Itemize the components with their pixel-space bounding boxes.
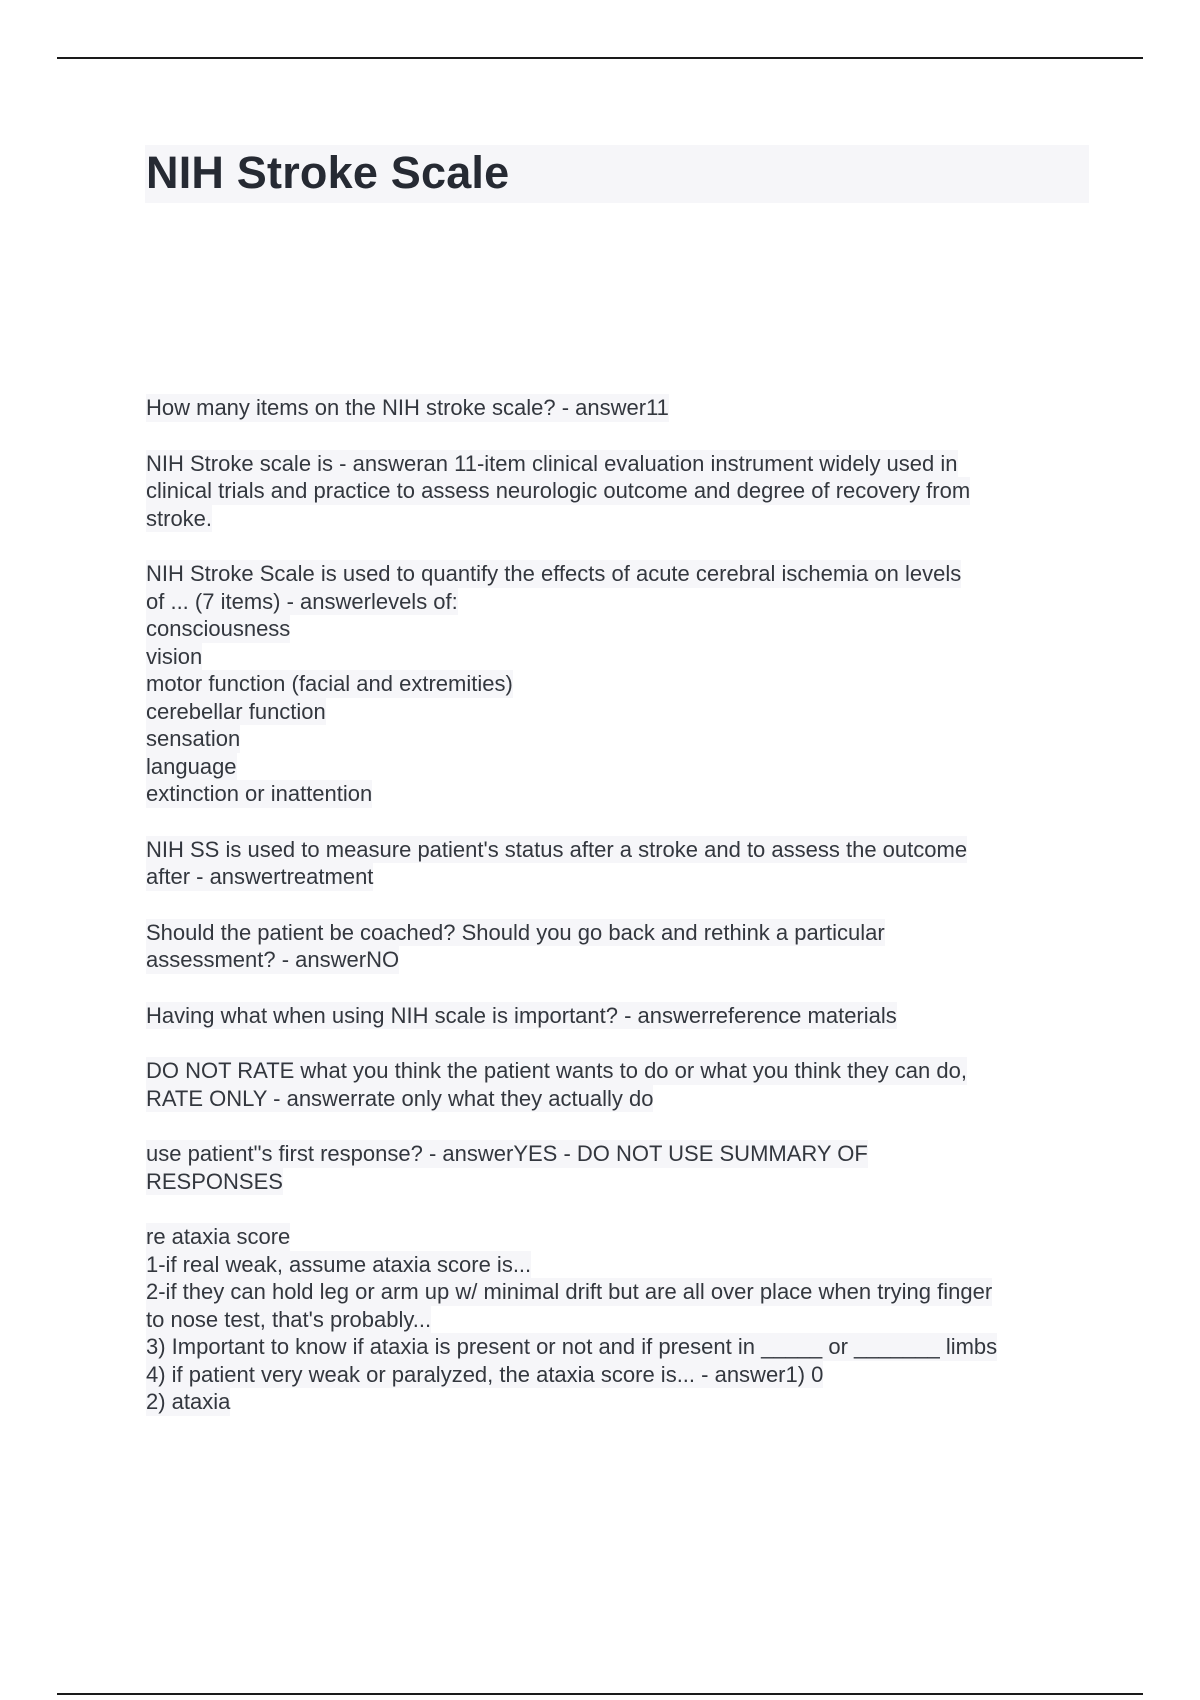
bottom-rule [57, 1693, 1143, 1695]
entry-line: stroke. [146, 505, 213, 531]
entry-line: clinical trials and practice to assess neurologic outcome and degree of recovery from [146, 478, 971, 503]
page-title: NIH Stroke Scale [146, 147, 510, 198]
entry-line: Having what when using NIH scale is important? - answerreference materials [146, 1002, 897, 1028]
entry-line: of ... (7 items) - answerlevels of: [146, 588, 458, 614]
entry-line: RESPONSES [146, 1168, 283, 1194]
flashcard-entry [146, 919, 1096, 974]
entry-line: re ataxia score [146, 1224, 291, 1249]
flashcard-entry [146, 1223, 1096, 1416]
entry-line: language [146, 753, 237, 779]
entry-line: motor function (facial and extremities) [146, 671, 513, 696]
flashcard-entry [146, 1140, 1096, 1195]
entry-line: NIH Stroke Scale is used to quantify the effects of acute cerebral ischemia on levels [146, 561, 962, 586]
top-rule [57, 57, 1143, 59]
entry-line: assessment? - answerNO [146, 947, 400, 972]
flashcard-entry [146, 560, 1096, 808]
entry-line: after - answertreatment [146, 864, 374, 889]
entry-line: Should the patient be coached? Should you go back and rethink a particular [146, 919, 885, 945]
flashcard-list [146, 394, 1096, 1444]
entry-line: NIH SS is used to measure patient's status after a stroke and to assess the outcome [146, 836, 968, 862]
entry-line: sensation [146, 726, 241, 751]
entry-line: cerebellar function [146, 698, 326, 724]
flashcard-entry [146, 1002, 1096, 1030]
entry-line: 1-if real weak, assume ataxia score is... [146, 1251, 532, 1277]
entry-line: 2-if they can hold leg or arm up w/ minimal drift but are all over place when trying finger [146, 1279, 993, 1304]
entry-line: NIH Stroke scale is - answeran 11-item clinical evaluation instrument widely used in [146, 450, 958, 476]
flashcard-entry [146, 450, 1096, 533]
entry-line: DO NOT RATE what you think the patient wants to do or what you think they can do, [146, 1058, 967, 1083]
entry-line: How many items on the NIH stroke scale? - answer11 [146, 395, 669, 420]
entry-line: 4) if patient very weak or paralyzed, the ataxia score is... - answer1) 0 [146, 1361, 824, 1387]
entry-line: to nose test, that's probably... [146, 1306, 432, 1332]
entry-line: extinction or inattention [146, 781, 373, 806]
entry-line: use patient"s first response? - answerYES - DO NOT USE SUMMARY OF [146, 1141, 868, 1166]
entry-line: vision [146, 643, 203, 669]
entry-line: RATE ONLY - answerrate only what they actually do [146, 1085, 654, 1111]
flashcard-entry [146, 394, 1096, 422]
flashcard-entry [146, 836, 1096, 891]
entry-line: consciousness [146, 616, 291, 641]
entry-line: 2) ataxia [146, 1389, 231, 1414]
flashcard-entry [146, 1057, 1096, 1112]
entry-line: 3) Important to know if ataxia is present or not and if present in _____ or _______ limbs [146, 1334, 998, 1359]
